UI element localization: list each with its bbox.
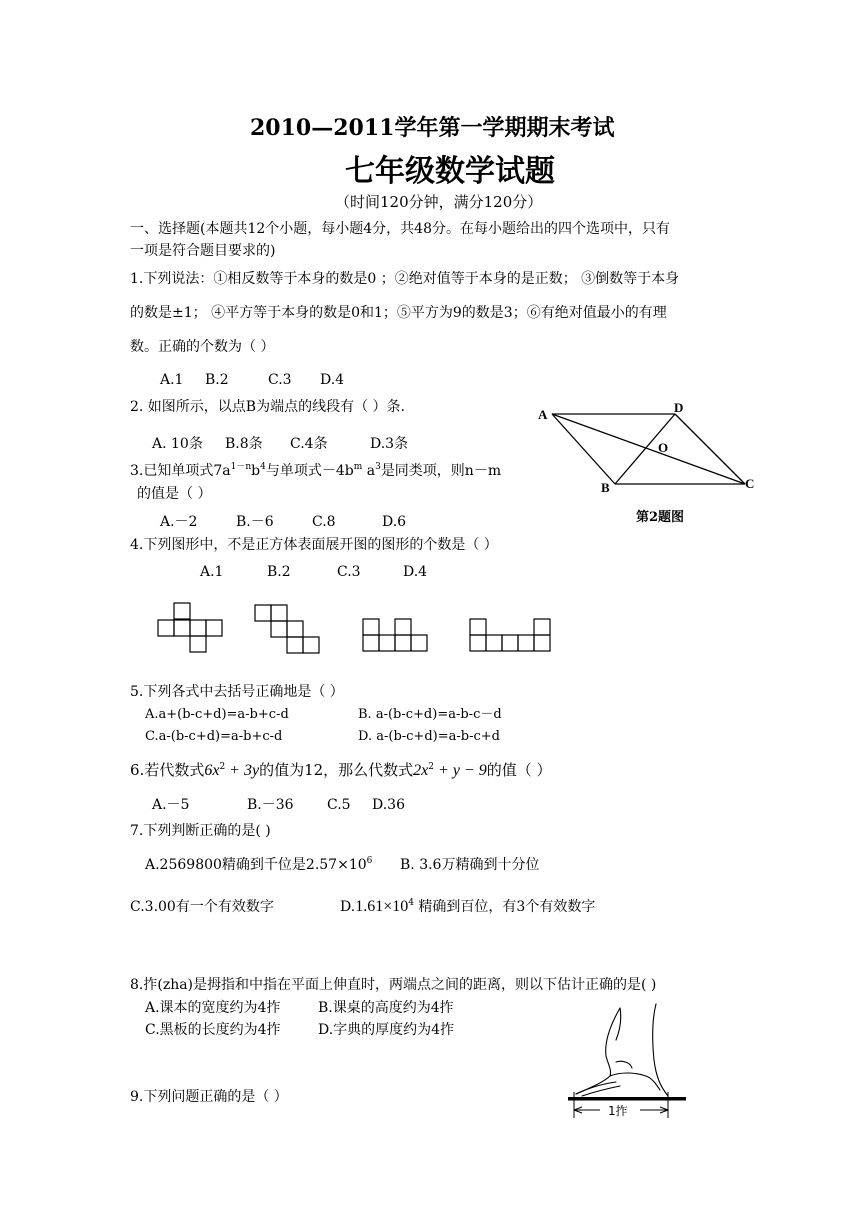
- q5-option-b: B. a-(b-c+d)=a-b-c－d: [358, 707, 502, 722]
- q5-option-c: C.a-(b-c+d)=a-b+c-d: [145, 729, 283, 744]
- q3-line2: 的值是（ ）: [137, 486, 212, 502]
- paper-title: 七年级数学试题: [345, 154, 555, 189]
- q5-option-a: A.a+(b-c+d)=a-b+c-d: [145, 707, 289, 722]
- q1-line1: 1.下列说法：①相反数等于本身的数是0 ；②绝对值等于本身的是正数； ③倒数等于本身: [130, 271, 680, 287]
- q7-option-b: B. 3.6万精确到十分位: [400, 857, 540, 873]
- q2-option-d: D.3条: [370, 436, 409, 452]
- q8-option-b: B.课桌的高度约为4拃: [318, 1000, 454, 1016]
- section-intro-line2: 一项是符合题目要求的): [130, 243, 276, 259]
- q6-option-c: C.5: [327, 797, 351, 813]
- q2-option-a: A. 10条: [152, 436, 203, 452]
- q8-hand-span-figure: [560, 1000, 690, 1120]
- q2-parallelogram-figure: [530, 398, 760, 498]
- q4-stem: 4.下列图形中，不是正方体表面展开图的图形的个数是（ ）: [130, 537, 498, 553]
- section-intro-line1: 一、选择题(本题共12个小题，每小题4分，共48分。在每小题给出的四个选项中，只有: [130, 221, 670, 237]
- q4-option-c: C.3: [337, 564, 361, 580]
- q1-option-b: B.2: [205, 372, 229, 388]
- q4-net-figure-4: [467, 617, 557, 659]
- q2-option-b: B.8条: [225, 436, 263, 452]
- q4-option-d: D.4: [403, 564, 428, 580]
- q1-option-d: D.4: [320, 372, 345, 388]
- q9-stem: 9.下列问题正确的是（ ）: [130, 1089, 288, 1105]
- q1-line3: 数。正确的个数为（ ）: [130, 339, 275, 355]
- q8-option-a: A.课本的宽度约为4拃: [145, 1000, 281, 1016]
- time-note: （时间120分钟，满分120分）: [335, 193, 543, 211]
- q6-option-b: B.－36: [247, 797, 294, 813]
- q5-option-d: D. a-(b-c+d)=a-b-c+d: [358, 729, 500, 744]
- q6-option-d: D.36: [372, 797, 405, 813]
- q6-option-a: A.－5: [152, 797, 190, 813]
- q4-net-figure-2: [252, 602, 324, 656]
- q3-line1: 3.已知单项式$7a^{1-n}b^4$与单项式$-4b^m$ $a^3$是同类项，则n－m: [130, 462, 502, 479]
- point-d-label: D: [674, 400, 684, 415]
- point-o-label: O: [658, 440, 669, 455]
- q7-stem: 7.下列判断正确的是( ): [130, 823, 271, 839]
- point-a-label: A: [538, 407, 548, 422]
- q6-stem: 6.若代数式$6x^2 + 3y$的值为12，那么代数式$2x^2 + y - 9$的值（ ）: [130, 761, 552, 779]
- q3-option-c: C.8: [312, 514, 336, 530]
- q4-net-figure-3: [357, 615, 437, 657]
- q8-stem: 8.拃(zha)是拇指和中指在平面上伸直时，两端点之间的距离，则以下估计正确的是( ): [130, 977, 657, 993]
- q7-option-d: $D.1.61\times 10^4$ 精确到百位，有3个有效数字: [340, 898, 596, 915]
- q7-option-a: A.2569800精确到千位是$2.57\times 10^6$: [145, 856, 373, 873]
- q4-net-figure-1: [155, 602, 225, 656]
- q3-option-b: B.－6: [236, 514, 274, 530]
- q2-figure-caption: 第2题图: [636, 510, 685, 525]
- q1-option-a: A.1: [160, 372, 184, 388]
- q5-stem: 5.下列各式中去括号正确地是（ ）: [130, 684, 344, 700]
- q4-option-b: B.2: [267, 564, 291, 580]
- exam-title: 2010—2011学年第一学期期末考试: [250, 115, 615, 141]
- q2-option-c: C.4条: [290, 436, 328, 452]
- q8-span-label: 1拃: [608, 1104, 628, 1118]
- point-c-label: C: [745, 476, 755, 491]
- point-b-label: B: [601, 480, 610, 495]
- q8-option-c: C.黑板的长度约为4拃: [145, 1022, 281, 1038]
- q3-option-d: D.6: [382, 514, 407, 530]
- q3-option-a: A.－2: [160, 514, 198, 530]
- q8-option-d: D.字典的厚度约为4拃: [318, 1022, 455, 1038]
- q2-stem: 2. 如图所示，以点B为端点的线段有（ ）条.: [130, 399, 405, 415]
- q1-option-c: C.3: [268, 372, 292, 388]
- q1-line2: 的数是±1； ④平方等于本身的数是0和1；⑤平方为9的数是3；⑥有绝对值最小的有理: [130, 305, 667, 321]
- q7-option-c: C.3.00有一个有效数字: [130, 899, 274, 915]
- q4-option-a: A.1: [200, 564, 224, 580]
